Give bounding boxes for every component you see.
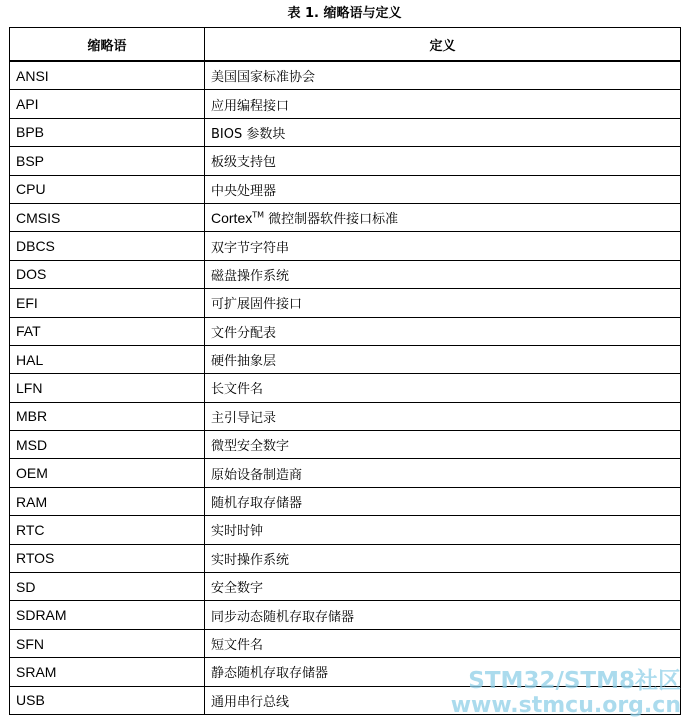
table-caption: 表 1. 缩略语与定义 — [287, 6, 402, 21]
term-cell: FAT — [10, 317, 205, 345]
term-cell: RAM — [10, 487, 205, 515]
definition-cell: 随机存取存储器 — [205, 487, 681, 515]
table-row — [10, 175, 681, 203]
table-row — [10, 147, 681, 175]
table-row — [10, 573, 681, 601]
term-cell: DBCS — [10, 232, 205, 260]
table-row — [10, 203, 681, 231]
definition-cell: 美国国家标准协会 — [205, 61, 681, 90]
definition-cell: 应用编程接口 — [205, 90, 681, 118]
term-cell: BSP — [10, 147, 205, 175]
table-row — [10, 629, 681, 657]
definition-cell: 主引导记录 — [205, 402, 681, 430]
definition-cell: 双字节字符串 — [205, 232, 681, 260]
table-row — [10, 402, 681, 430]
table-row — [10, 90, 681, 118]
definition-cell: 实时时钟 — [205, 516, 681, 544]
definition-cell: 通用串行总线 — [205, 686, 681, 714]
definition-cell: 短文件名 — [205, 629, 681, 657]
definition-cell: 长文件名 — [205, 374, 681, 402]
definition-cell: 安全数字 — [205, 573, 681, 601]
definition-cell: 文件分配表 — [205, 317, 681, 345]
term-cell: RTC — [10, 516, 205, 544]
definition-cortex: Cortex — [211, 210, 253, 227]
term-cell: LFN — [10, 374, 205, 402]
table-row — [10, 232, 681, 260]
column-header-term: 缩略语 — [10, 28, 205, 62]
term-cell: API — [10, 90, 205, 118]
term-cell: EFI — [10, 289, 205, 317]
term-cell: ANSI — [10, 61, 205, 90]
definition-cell: 原始设备制造商 — [205, 459, 681, 487]
watermark-community-name: STM32/STM8社区 — [468, 668, 681, 694]
term-cell: SD — [10, 573, 205, 601]
table-row — [10, 345, 681, 373]
table-row — [10, 516, 681, 544]
definition-cell: 板级支持包 — [205, 147, 681, 175]
table-row — [10, 544, 681, 572]
table-row — [10, 487, 681, 515]
definition-cell: 微型安全数字 — [205, 431, 681, 459]
term-cell: CPU — [10, 175, 205, 203]
definition-cell: 硬件抽象层 — [205, 345, 681, 373]
table-row — [10, 431, 681, 459]
definition-cell: 磁盘操作系统 — [205, 260, 681, 288]
term-cell: BPB — [10, 118, 205, 146]
term-cell: SFN — [10, 629, 205, 657]
table-row — [10, 686, 681, 714]
term-cell: CMSIS — [10, 203, 205, 231]
term-cell: DOS — [10, 260, 205, 288]
definition-cell: 实时操作系统 — [205, 544, 681, 572]
table-row — [10, 459, 681, 487]
definition-cell — [205, 203, 681, 231]
table-row — [10, 118, 681, 146]
table-row — [10, 61, 681, 90]
definition-cell: 中央处理器 — [205, 175, 681, 203]
term-cell: MSD — [10, 431, 205, 459]
table-row — [10, 317, 681, 345]
term-cell: OEM — [10, 459, 205, 487]
table-row — [10, 260, 681, 288]
term-cell: SRAM — [10, 658, 205, 686]
term-cell: HAL — [10, 345, 205, 373]
term-cell: SDRAM — [10, 601, 205, 629]
watermark-url: www.stmcu.org.cn — [450, 693, 681, 718]
definition-cell: 静态随机存取存储器 — [205, 658, 681, 686]
definition-suffix: 微控制器软件接口标准 — [264, 212, 399, 228]
term-cell: RTOS — [10, 544, 205, 572]
trademark-mark: TM — [252, 210, 265, 220]
column-header-definition: 定义 — [205, 28, 681, 62]
definition-cell: 可扩展固件接口 — [205, 289, 681, 317]
table-row — [10, 289, 681, 317]
term-cell: MBR — [10, 402, 205, 430]
table-row — [10, 374, 681, 402]
term-cell: USB — [10, 686, 205, 714]
table-row — [10, 601, 681, 629]
table-row — [10, 658, 681, 686]
definition-cell: 同步动态随机存取存储器 — [205, 601, 681, 629]
abbreviations-table — [9, 27, 681, 715]
definition-cell: BIOS 参数块 — [205, 118, 681, 146]
table-header-row — [10, 28, 681, 62]
